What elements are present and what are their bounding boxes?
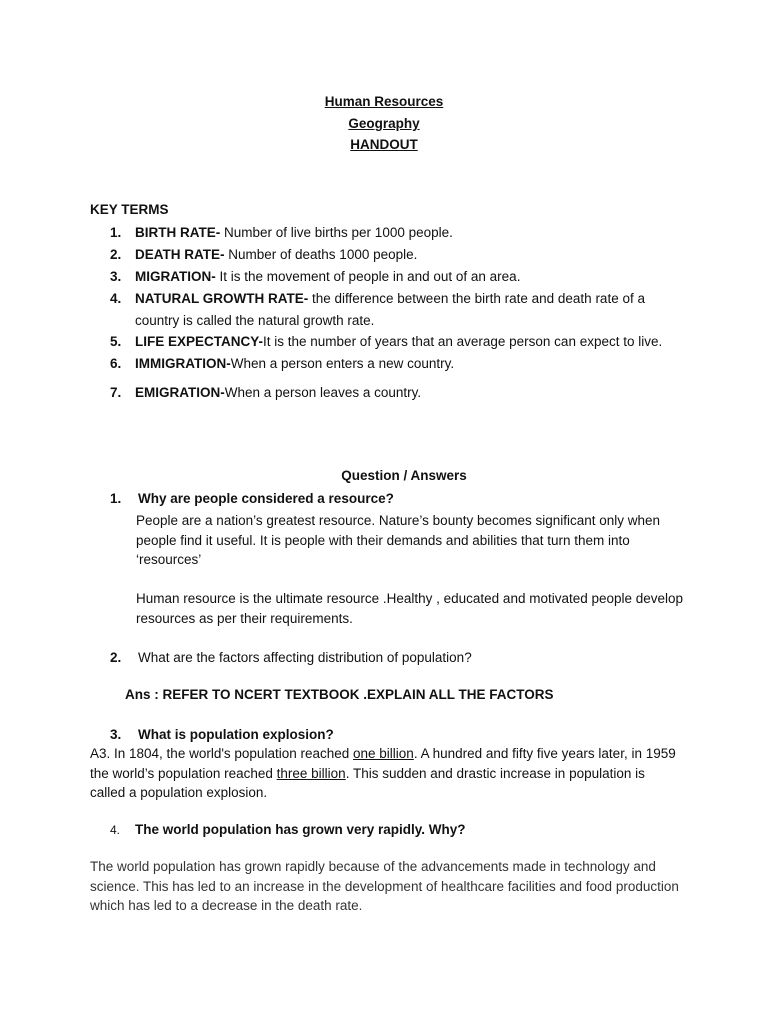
item-number: 3. [110,269,122,284]
item-number: 2. [110,247,122,262]
term-definition: It is the number of years that an average person can expect to live. [263,334,663,349]
term-label: EMIGRATION- [135,385,225,400]
key-term-item [110,288,670,332]
item-number: 1. [110,225,122,240]
term-definition: It is the movement of people in and out of an area. [215,269,521,284]
question-text: Why are people considered a resource? [138,491,394,506]
term-definition: the difference between the birth rate and death rate of a country is called the natural growth rate. [135,291,645,328]
term-definition: Number of live births per 1000 people. [220,225,453,240]
answer-reference: Ans : REFER TO NCERT TEXTBOOK .EXPLAIN ALL THE FACTORS [125,687,554,702]
term-label: BIRTH RATE- [135,225,221,240]
answer-paragraph: The world population has grown rapidly because of the advancements made in technology and science. This has led to an increase in the development of healthcare facilities and food production which has led to a decrease in the death rate. [90,859,679,913]
key-term-item [110,244,670,266]
question-item [110,489,670,509]
question-text: What is population explosion? [138,727,334,742]
question-item [110,820,670,840]
key-term-item [110,266,670,288]
question-number: 2. [110,650,122,665]
question-item [110,725,670,745]
item-number: 4. [110,291,122,306]
item-number: 7. [110,385,122,400]
term-label: IMMIGRATION- [135,356,231,371]
term-label: LIFE EXPECTANCY- [135,334,264,349]
item-number: 5. [110,334,122,349]
doc-type: HANDOUT [350,137,418,152]
question-text: The world population has grown very rapidly. Why? [135,822,466,837]
key-term-item [110,222,670,244]
question-number: 3. [110,727,122,742]
key-terms-heading: KEY TERMS [90,202,169,217]
answer-paragraph: Human resource is the ultimate resource .Healthy , educated and motivated people develop resources as per their requirements. [136,591,684,626]
qa-heading: Question / Answers [341,468,467,483]
term-label: DEATH RATE- [135,247,225,262]
question-number: 4. [110,823,121,837]
answer-text: . This sudden and drastic increase in population is called a population explosion. [90,765,645,800]
doc-title: Human Resources [324,94,444,109]
term-label: MIGRATION- [135,269,216,284]
answer-text: . A hundred and fifty five years later, in 1959 the world’s population reached [90,746,676,781]
answer-underlined: three billion [276,765,346,781]
term-definition: Number of deaths 1000 people. [224,247,418,262]
question-text: What are the factors affecting distribution of population? [138,650,472,665]
key-term-item [110,353,670,375]
term-label: NATURAL GROWTH RATE- [135,291,309,306]
answer-paragraph [90,744,680,803]
key-term-item [110,382,670,404]
term-definition: When a person leaves a country. [224,385,422,400]
answer-paragraph: People are a nation’s greatest resource. Nature’s bounty becomes significant only when people find it useful. It is people with their demands and abilities that turn them into ‘resources’ [136,513,661,567]
answer-underlined: one billion [353,746,414,761]
term-definition: When a person enters a new country. [230,356,455,371]
question-number: 1. [110,491,122,506]
doc-subject: Geography [348,116,420,131]
item-number: 6. [110,356,122,371]
key-term-item [110,331,670,353]
question-item [110,648,670,668]
answer-text: A3. In 1804, the world's population reached [90,746,354,761]
